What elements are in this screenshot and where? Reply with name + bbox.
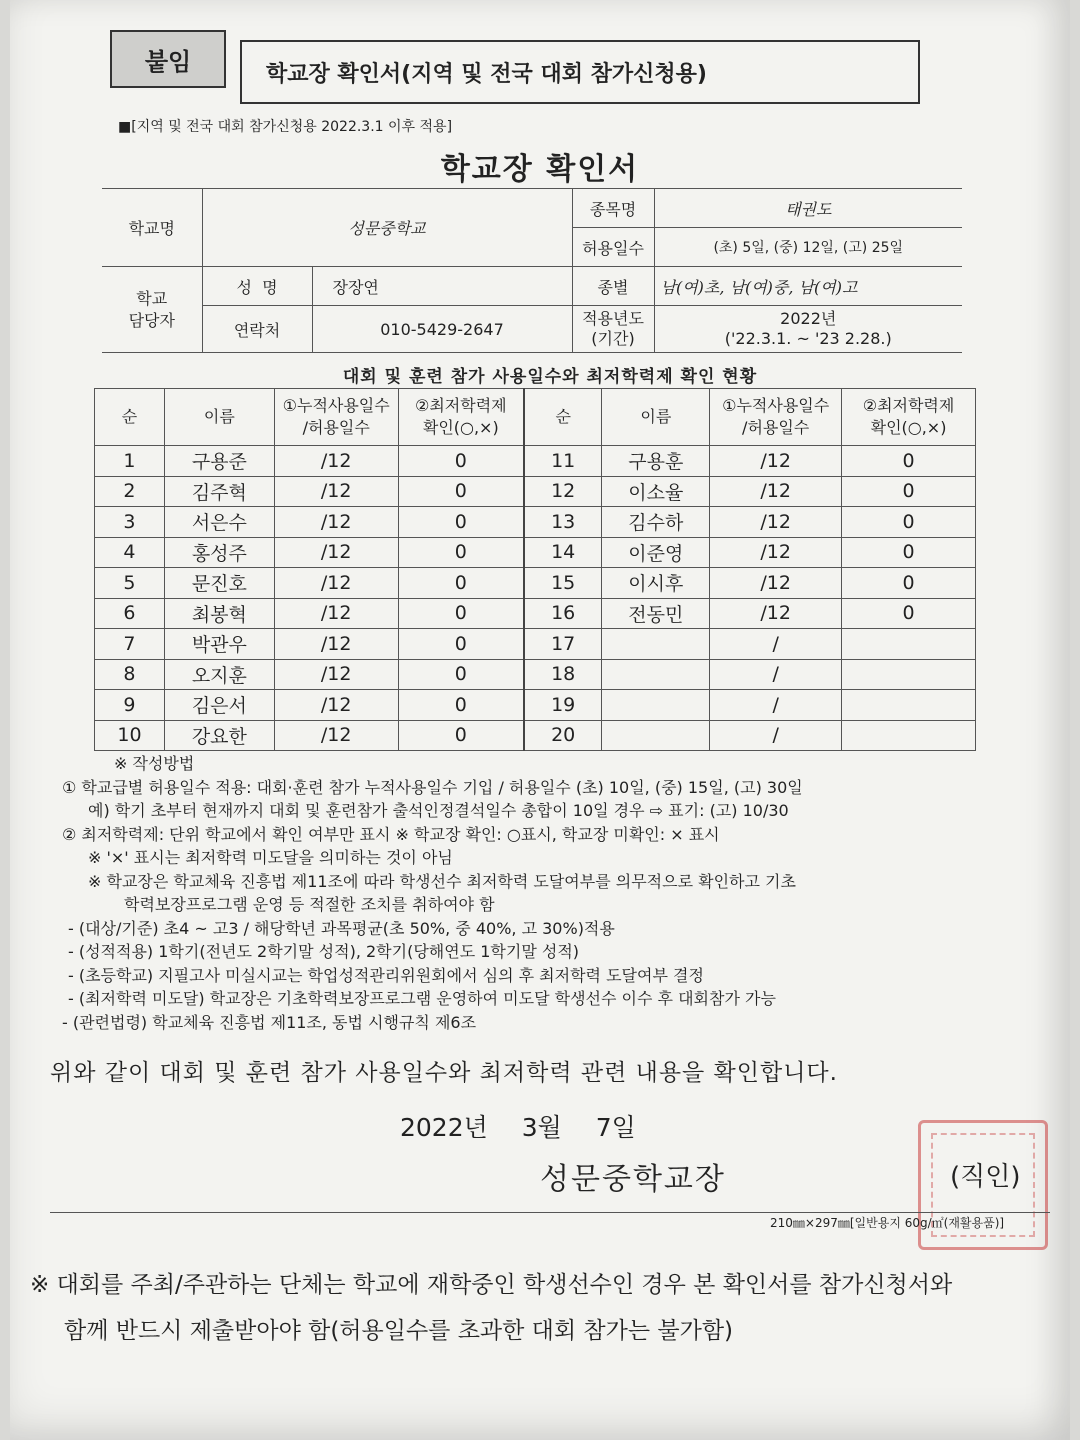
- roster-row: [95, 690, 976, 721]
- student-no: 2: [95, 476, 165, 507]
- school-info-table: [102, 188, 962, 353]
- student-check: 0: [398, 720, 524, 751]
- student-check: 0: [842, 598, 976, 629]
- writing-instructions: [62, 752, 1052, 1034]
- header-no: 순: [524, 389, 602, 446]
- student-days: /: [710, 690, 842, 721]
- student-name: 문진호: [164, 568, 274, 599]
- roster-row: [95, 720, 976, 751]
- sport-label: 종목명: [572, 189, 654, 228]
- confirmation-date: 2022년 3월 7일: [400, 1113, 636, 1142]
- roster-row: [95, 537, 976, 568]
- year-period: ('22.3.1. ~ '23 2.28.): [724, 329, 892, 348]
- document-page: [10, 0, 1070, 1440]
- note-1-example: 예) 학기 초부터 현재까지 대회 및 훈련참가 출석인정결석일수 총합이 10일 경우 ⇨ 표기: (고) 10/30: [88, 801, 789, 820]
- student-no: 19: [524, 690, 602, 721]
- student-days: /12: [274, 690, 398, 721]
- student-check: 0: [398, 537, 524, 568]
- roster-row: [95, 446, 976, 477]
- student-name: 홍성주: [164, 537, 274, 568]
- header-name: 이름: [164, 389, 274, 446]
- student-name: 김주혁: [164, 476, 274, 507]
- student-days: /12: [274, 720, 398, 751]
- student-days: /12: [710, 568, 842, 599]
- student-name: 박관우: [164, 629, 274, 660]
- roster-row: [95, 629, 976, 660]
- divider: [50, 1212, 1050, 1213]
- student-days: /12: [274, 476, 398, 507]
- year-label: 적용년도 (기간): [572, 306, 654, 353]
- student-days: /12: [710, 537, 842, 568]
- document-title: 학교장 확인서: [440, 152, 640, 187]
- year-value: 2022년: [780, 309, 837, 328]
- school-name-value: 성문중학교: [202, 189, 572, 267]
- principal-signature: 성문중학교장: [540, 1162, 726, 1197]
- student-days: /12: [274, 629, 398, 660]
- student-check: 0: [398, 507, 524, 538]
- allowed-days-value: (초) 5일, (중) 12일, (고) 25일: [654, 228, 962, 267]
- applicability-note: ■[지역 및 전국 대회 참가신청용 2022.3.1 이후 적용]: [118, 119, 453, 135]
- student-no: 11: [524, 446, 602, 477]
- student-days: /12: [274, 568, 398, 599]
- student-no: 12: [524, 476, 602, 507]
- school-name-label: 학교명: [102, 189, 202, 267]
- student-days: /12: [710, 598, 842, 629]
- student-name: [602, 720, 710, 751]
- student-no: 5: [95, 568, 165, 599]
- header-no: 순: [95, 389, 165, 446]
- note-2-b: ※ 학교장은 학교체육 진흥법 제11조에 따라 학생선수 최저학력 도달여부를 의무적으로 확인하고 기초: [88, 871, 796, 891]
- student-no: 10: [95, 720, 165, 751]
- contact-phone-label: 연락처: [202, 306, 312, 353]
- gender-label: 종별: [572, 267, 654, 306]
- detail-5: - (관련법령) 학교체육 진흥법 제11조, 동법 시행규칙 제6조: [62, 1012, 477, 1032]
- student-check: 0: [398, 659, 524, 690]
- student-check: 0: [398, 446, 524, 477]
- contact-group-label: 학교 담당자: [102, 267, 202, 353]
- student-name: 구용준: [164, 446, 274, 477]
- student-name: 이준영: [602, 537, 710, 568]
- student-no: 14: [524, 537, 602, 568]
- note-2-b-cont: 학력보장프로그램 운영 등 적절한 조치를 취하여야 함: [124, 895, 495, 914]
- footer-line-1: ※ 대회를 주최/주관하는 단체는 학교에 재학중인 학생선수인 경우 본 확인서를 참가신청서와: [30, 1272, 953, 1298]
- header-name: 이름: [602, 389, 710, 446]
- student-days: /12: [710, 507, 842, 538]
- student-check: 0: [842, 507, 976, 538]
- note-2: ② 최저학력제: 단위 학교에서 확인 여부만 표시 ※ 학교장 확인: ○표시, 학교장 미확인: × 표시: [62, 824, 720, 844]
- student-no: 3: [95, 507, 165, 538]
- student-days: /12: [710, 476, 842, 507]
- note-1: ① 학교급별 허용일수 적용: 대회·훈련 참가 누적사용일수 기입 / 허용일수 (초) 10일, (중) 15일, (고) 30일: [62, 777, 803, 797]
- student-name: 최봉혁: [164, 598, 274, 629]
- student-check: 0: [398, 476, 524, 507]
- year-cell: [654, 306, 962, 353]
- student-check: 0: [398, 598, 524, 629]
- header-check: ②최저학력제 확인(○,×): [842, 389, 976, 446]
- student-days: /12: [274, 537, 398, 568]
- paper-size-note: 210㎜×297㎜[일반용지 60g/㎡(재활용품)]: [770, 1216, 1005, 1230]
- student-check: [842, 720, 976, 751]
- student-days: /: [710, 629, 842, 660]
- student-name: [602, 629, 710, 660]
- section-title: 대회 및 훈련 참가 사용일수와 최저학력제 확인 현황: [342, 367, 758, 387]
- detail-1: - (대상/기준) 초4 ~ 고3 / 해당학년 과목평균(초 50%, 중 40%, 고 30%)적용: [68, 918, 615, 938]
- student-no: 17: [524, 629, 602, 660]
- student-days: /12: [274, 446, 398, 477]
- student-check: 0: [842, 537, 976, 568]
- student-check: 0: [398, 690, 524, 721]
- student-check: 0: [398, 568, 524, 599]
- student-name: [602, 690, 710, 721]
- student-no: 8: [95, 659, 165, 690]
- student-check: [842, 629, 976, 660]
- roster-row: [95, 507, 976, 538]
- student-days: /12: [274, 659, 398, 690]
- student-no: 9: [95, 690, 165, 721]
- header-days: ①누적사용일수 /허용일수: [274, 389, 398, 446]
- gender-value: 남(여)초, 남(여)중, 남(여)고: [654, 267, 962, 306]
- student-name: [602, 659, 710, 690]
- student-name: 서은수: [164, 507, 274, 538]
- student-days: /: [710, 720, 842, 751]
- header-title-box: 학교장 확인서(지역 및 전국 대회 참가신청용): [240, 40, 920, 104]
- seal-label: (직인): [950, 1162, 1021, 1192]
- allowed-days-label: 허용일수: [572, 228, 654, 267]
- student-no: 1: [95, 446, 165, 477]
- contact-phone-value: 010-5429-2647: [312, 306, 572, 353]
- roster-table: [94, 388, 976, 751]
- detail-2: - (성적적용) 1학기(전년도 2학기말 성적), 2학기(당해연도 1학기말 성적): [68, 942, 580, 961]
- student-no: 7: [95, 629, 165, 660]
- student-check: [842, 659, 976, 690]
- student-check: 0: [842, 476, 976, 507]
- student-name: 김은서: [164, 690, 274, 721]
- note-2-a: ※ '×' 표시는 최저학력 미도달을 의미하는 것이 아님: [88, 848, 453, 867]
- student-name: 구용훈: [602, 446, 710, 477]
- footer-notice: [30, 1262, 1070, 1354]
- header-days: ①누적사용일수 /허용일수: [710, 389, 842, 446]
- confirmation-statement: 위와 같이 대회 및 훈련 참가 사용일수와 최저학력 관련 내용을 확인합니다.: [50, 1060, 838, 1086]
- student-days: /12: [274, 598, 398, 629]
- student-name: 김수하: [602, 507, 710, 538]
- student-no: 13: [524, 507, 602, 538]
- student-no: 6: [95, 598, 165, 629]
- student-check: 0: [398, 629, 524, 660]
- student-check: 0: [842, 568, 976, 599]
- attachment-label: 붙임: [110, 30, 226, 88]
- student-no: 4: [95, 537, 165, 568]
- student-check: 0: [842, 446, 976, 477]
- detail-3: - (초등학교) 지필고사 미실시교는 학업성적관리위원회에서 심의 후 최저학력 도달여부 결정: [68, 965, 704, 985]
- student-check: [842, 690, 976, 721]
- header-check: ②최저학력제 확인(○,×): [398, 389, 524, 446]
- sport-value: 태권도: [654, 189, 962, 228]
- student-no: 20: [524, 720, 602, 751]
- roster-row: [95, 568, 976, 599]
- student-no: 15: [524, 568, 602, 599]
- student-name: 이소율: [602, 476, 710, 507]
- student-days: /: [710, 659, 842, 690]
- roster-row: [95, 659, 976, 690]
- student-name: 강요한: [164, 720, 274, 751]
- student-days: /12: [710, 446, 842, 477]
- roster-row: [95, 598, 976, 629]
- student-name: 전동민: [602, 598, 710, 629]
- roster-row: [95, 476, 976, 507]
- student-name: 오지훈: [164, 659, 274, 690]
- contact-name-value: 장장연: [312, 267, 572, 306]
- student-no: 16: [524, 598, 602, 629]
- contact-name-label: 성 명: [202, 267, 312, 306]
- student-days: /12: [274, 507, 398, 538]
- footer-line-2: 함께 반드시 제출받아야 함(허용일수를 초과한 대회 참가는 불가함): [64, 1318, 734, 1344]
- student-no: 18: [524, 659, 602, 690]
- notes-heading: ※ 작성방법: [114, 754, 195, 773]
- student-name: 이시후: [602, 568, 710, 599]
- detail-4: - (최저학력 미도달) 학교장은 기초학력보장프로그램 운영하여 미도달 학생선수 이수 후 대회참가 가능: [68, 989, 776, 1008]
